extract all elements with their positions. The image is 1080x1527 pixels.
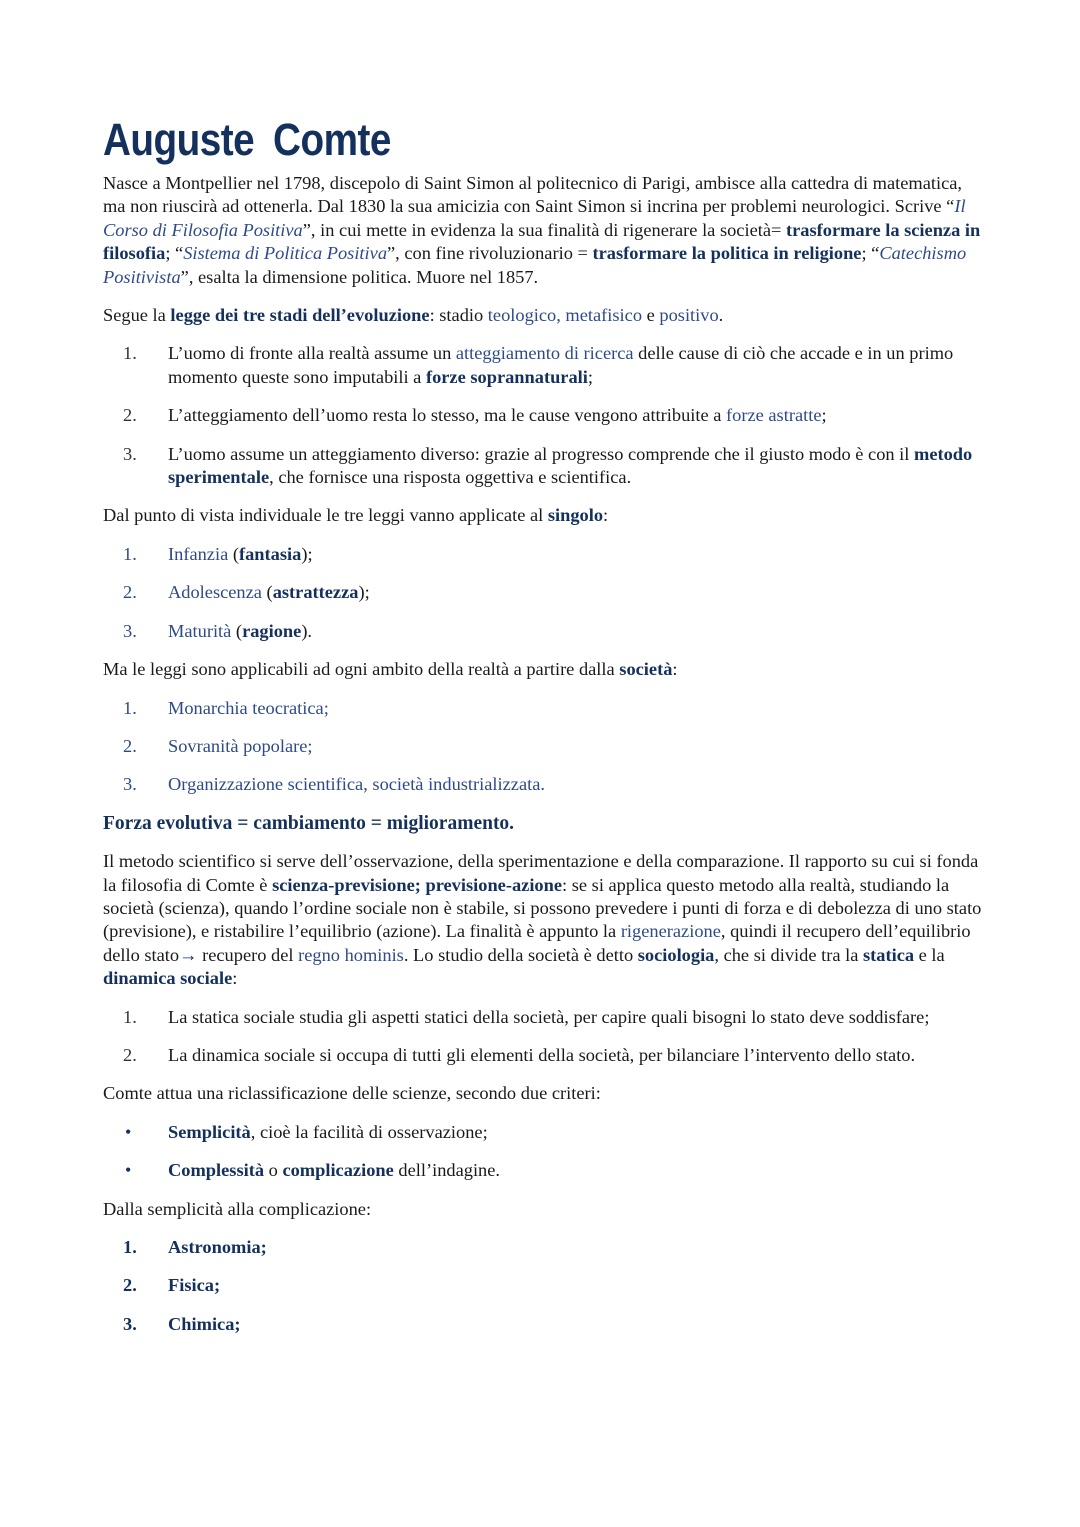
individual-intro-text: Dal punto di vista individuale le tre leggi vanno applicate al — [103, 505, 548, 526]
criteria-bold: Semplicità — [168, 1121, 251, 1142]
intro-paragraph — [103, 172, 983, 289]
method-bold: scienza-previsione; previsione-azione — [272, 874, 563, 895]
method-text: recupero del — [197, 944, 299, 965]
list-item — [103, 1044, 983, 1067]
list-number: 3. — [123, 774, 137, 795]
list-item — [103, 404, 983, 427]
criteria-text: dell’indagine. — [393, 1160, 501, 1181]
social-list — [103, 1006, 983, 1068]
order-intro: Dalla semplicità alla complicazione: — [103, 1198, 372, 1219]
paren: ); — [301, 543, 313, 564]
criteria-bold: Complessità — [168, 1160, 265, 1181]
society-word: società — [619, 659, 673, 680]
paren: ); — [358, 582, 370, 603]
list-number: 3. — [123, 1313, 137, 1334]
list-item — [103, 1159, 983, 1182]
list-number: 2. — [123, 405, 137, 426]
paren: ( — [231, 620, 243, 641]
society-intro — [103, 658, 983, 681]
title-last-name: Comte — [273, 114, 391, 165]
individual-singolo: singolo — [547, 505, 604, 526]
list-number: 2. — [123, 582, 137, 603]
social-text: La statica sociale studia gli aspetti statici della società, per capire quali bisogni lo stato deve soddisfare; — [168, 1006, 930, 1027]
stage-text: ; — [821, 405, 827, 426]
society-intro-text: Ma le leggi sono applicabili ad ogni ambito della realtà a partire dalla — [103, 659, 620, 680]
stages-intro-text-2: : stadio — [429, 305, 488, 326]
list-item — [103, 543, 983, 566]
intro-text-1: Nasce a Montpellier nel 1798, discepolo di Saint Simon al politecnico di Parigi, ambisce alla cattedra di matematica, ma non riuscirà ad ottenerla. Dal 1830 la sua amicizia con Saint Simon si incrina per problemi neurologici. Scrive “ — [103, 173, 962, 217]
method-text: , che si divide tra la — [714, 944, 863, 965]
method-text: e la — [914, 944, 945, 965]
goal-scienza-filosofia: trasformare la scienza in filosofia — [103, 219, 981, 264]
list-number: 3. — [123, 620, 137, 641]
bullet-icon: • — [125, 1160, 132, 1181]
society-list — [103, 697, 983, 797]
list-item — [103, 443, 983, 490]
title-first-name: Auguste — [103, 114, 255, 165]
intro-text-5: ; “ — [861, 243, 880, 264]
list-item — [103, 1006, 983, 1029]
method-highlight: rigenerazione — [620, 921, 721, 942]
science-name: Chimica; — [168, 1313, 241, 1334]
society-intro-colon: : — [672, 659, 678, 680]
page-title — [103, 112, 860, 168]
paren: ( — [228, 543, 239, 564]
stage-positive: positivo — [659, 305, 719, 326]
method-bold: sociologia — [637, 944, 715, 965]
list-item — [103, 1121, 983, 1144]
method-text: . Lo studio della società è detto — [403, 944, 638, 965]
criteria-bold: complicazione — [282, 1160, 394, 1181]
stages-intro-text-4: . — [718, 305, 724, 326]
life-stage: Infanzia — [168, 543, 229, 564]
list-number: 2. — [123, 1275, 137, 1296]
list-number: 1. — [123, 543, 137, 564]
criteria-intro: Comte attua una riclassificazione delle scienze, secondo due criteri: — [103, 1083, 601, 1104]
list-item — [103, 773, 983, 796]
sciences-list — [103, 1236, 983, 1336]
force-heading: Forza evolutiva = cambiamento = miglioramento. — [103, 812, 515, 834]
society-stage: Organizzazione scientifica, società industrializzata. — [168, 774, 545, 795]
criteria-text: , cioè la facilità di osservazione; — [250, 1121, 488, 1142]
law-three-stages: legge dei tre stadi dell’evoluzione — [170, 305, 430, 326]
stages-list — [103, 342, 983, 489]
list-number: 1. — [123, 697, 137, 718]
stage-text: delle cause di ciò che accade e in un primo momento queste sono imputabili a — [168, 343, 954, 387]
stage-text: ; — [587, 366, 594, 387]
list-number: 1. — [123, 1006, 137, 1027]
list-number: 1. — [123, 343, 137, 364]
list-number: 3. — [123, 443, 137, 464]
list-item — [103, 620, 983, 643]
list-item — [103, 1236, 983, 1259]
individual-intro — [103, 504, 983, 527]
list-item — [103, 581, 983, 604]
criteria-text: o — [264, 1160, 283, 1181]
life-stage-trait: fantasia — [238, 543, 302, 564]
method-paragraph — [103, 850, 983, 990]
method-highlight: regno hominis — [298, 944, 404, 965]
society-stage: Sovranità popolare; — [168, 735, 313, 756]
document-page — [103, 112, 983, 1351]
individual-list — [103, 543, 983, 643]
life-stage: Maturità — [168, 620, 232, 641]
list-number: 2. — [123, 1044, 137, 1065]
method-bold: dinamica sociale — [103, 968, 233, 989]
stage-text: L’uomo assume un atteggiamento diverso: grazie al progresso comprende che il giusto modo è con il — [168, 443, 914, 464]
arrow-right-icon: → — [179, 944, 198, 965]
stage-bold: forze soprannaturali — [425, 366, 588, 387]
list-item — [103, 342, 983, 389]
method-bold: statica — [862, 944, 915, 965]
paren: ). — [301, 620, 313, 641]
intro-text-6: ”, esalta la dimensione politica. Muore nel 1857. — [180, 266, 539, 287]
work-corso: Il Corso di Filosofia Positiva — [103, 196, 966, 240]
work-sistema: Sistema di Politica Positiva — [183, 243, 388, 264]
stages-intro-text-3: e — [642, 305, 660, 326]
bullet-icon: • — [125, 1121, 132, 1142]
stage-text: L’atteggiamento dell’uomo resta lo stesso, ma le cause vengono attribuite a — [168, 405, 727, 426]
life-stage: Adolescenza — [168, 582, 262, 603]
method-text: : — [232, 968, 238, 989]
stage-names: teologico, metafisico — [487, 305, 643, 326]
list-number: 2. — [123, 735, 137, 756]
method-text: , quindi il recupero dell’equilibrio dello stato — [103, 921, 971, 965]
intro-text-4: ”, con fine rivoluzionario = — [387, 243, 593, 264]
intro-text-3: ; “ — [165, 243, 184, 264]
stage-bold: metodo sperimentale — [168, 443, 973, 488]
list-item — [103, 1313, 983, 1336]
stages-intro-text-1: Segue la — [103, 305, 171, 326]
society-stage: Monarchia teocratica; — [168, 697, 329, 718]
stage-highlight: forze astratte — [726, 405, 822, 426]
science-name: Astronomia; — [168, 1237, 267, 1257]
intro-text-2: ”, in cui mette in evidenza la sua finalità di rigenerare la società= — [302, 219, 786, 240]
science-name: Fisica; — [168, 1275, 221, 1296]
life-stage-trait: ragione — [242, 620, 302, 641]
list-item — [103, 1274, 983, 1297]
list-number: 1. — [123, 1237, 137, 1257]
list-item — [103, 697, 983, 720]
stage-highlight: atteggiamento di ricerca — [455, 343, 634, 364]
life-stage-trait: astrattezza — [272, 582, 359, 603]
criteria-list — [103, 1121, 983, 1183]
method-text: Il metodo scientifico si serve dell’osservazione, della sperimentazione e della comparazione. Il rapporto su cui si fonda la filosofia di Comte è — [103, 851, 979, 895]
individual-intro-colon: : — [603, 505, 609, 526]
list-item — [103, 735, 983, 758]
work-catechismo: Catechismo Positivista — [103, 243, 967, 287]
stages-intro — [103, 304, 983, 327]
paren: ( — [261, 582, 273, 603]
stage-text: L’uomo di fronte alla realtà assume un — [168, 343, 456, 364]
method-text: : se si applica questo metodo alla realtà, studiando la società (scienza), quando l’ordine sociale non è stabile, si possono prevedere i punti di forza e di debolezza di uno stato (previsione), e ristabilire l’equilibrio (azione). La finalità è appunto la — [103, 874, 982, 942]
stage-text: , che fornisce una risposta oggettiva e scientifica. — [269, 467, 632, 488]
social-text: La dinamica sociale si occupa di tutti gli elementi della società, per bilanciare l’intervento dello stato. — [168, 1044, 916, 1065]
goal-politica-religione: trasformare la politica in religione — [592, 243, 862, 264]
